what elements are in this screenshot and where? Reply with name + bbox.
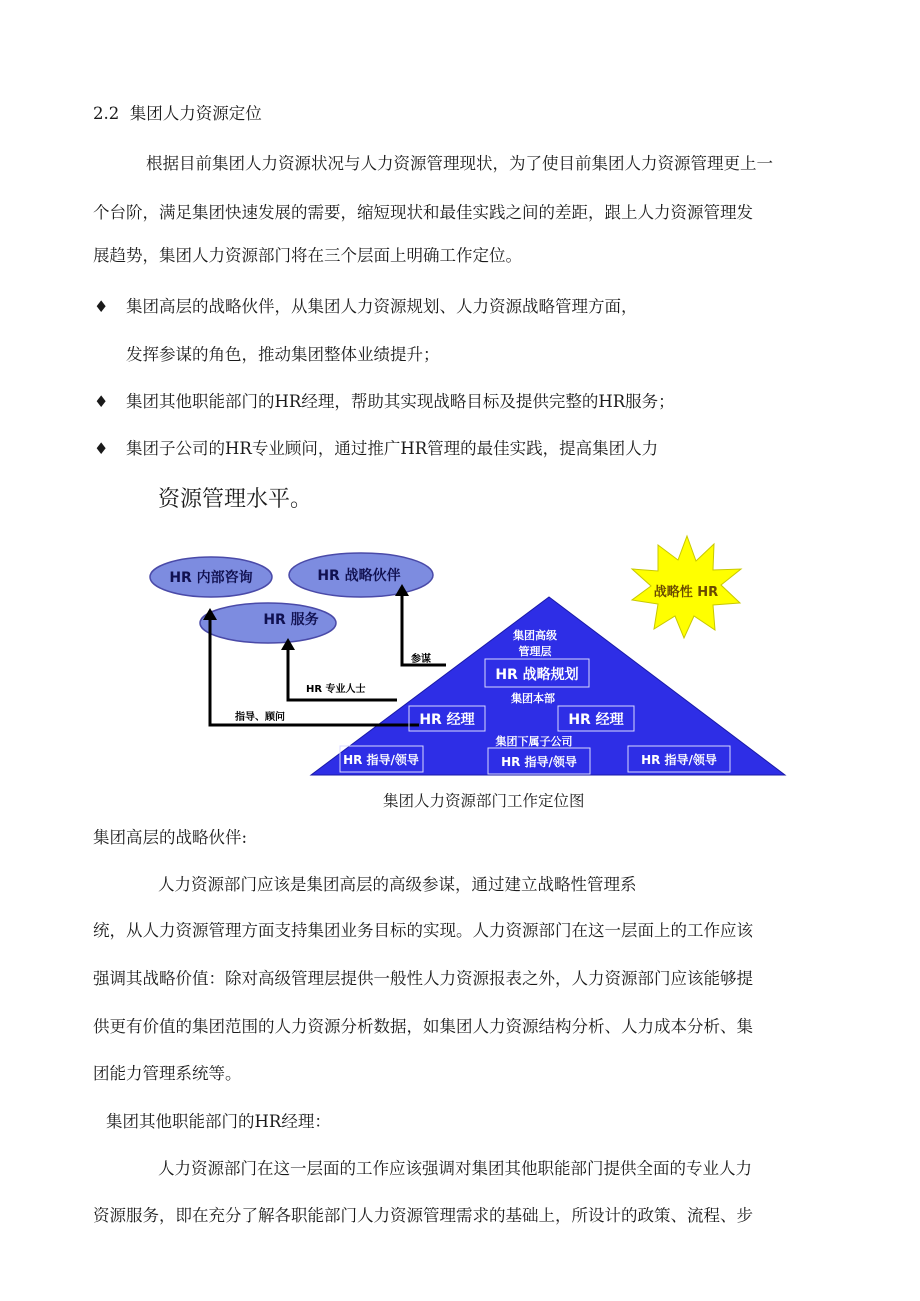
strategy-box-label: HR 战略规划 [495,667,579,683]
intro-line-2: 个台阶，满足集团快速发展的需要，缩短现状和最佳实践之间的差距，跟上人力资源管理发 [93,203,753,222]
section-heading [93,104,262,124]
bullet-2-line-1: 集团其他职能部门的HR经理，帮助其实现战略目标及提供完整的HR服务； [126,392,675,411]
hr-positioning-diagram [148,530,788,785]
manager-paragraph-line-1: 人力资源部门在这一层面的工作应该强调对集团其他职能部门提供全面的专业人力 [158,1159,752,1178]
diagram-caption: 集团人力资源部门工作定位图 [383,792,585,810]
ellipse-service-label: HR 服务 [263,612,319,628]
manager-paragraph-line-2: 资源服务，即在充分了解各职能部门人力资源管理需求的基础上，所设计的政策、流程、步 [93,1206,753,1225]
bullet-diamond-icon: ♦ [94,439,109,458]
intro-line-1: 根据目前集团人力资源状况与人力资源管理现状，为了使目前集团人力资源管理更上一 [146,154,773,173]
bullet-3-line-2: 资源管理水平。 [158,487,313,512]
arrow-guide-label: 指导、顾问 [235,712,285,723]
ellipse-partner-label: HR 战略伙伴 [317,568,401,584]
partner-paragraph-line-2: 统，从人力资源管理方面支持集团业务目标的实现。人力资源部门在这一层面上的工作应该 [93,921,753,940]
partner-paragraph-line-3: 强调其战略价值：除对高级管理层提供一般性人力资源报表之外，人力资源部门应该能够提 [93,969,753,988]
pyramid-top-label-1: 集团高级 [513,629,557,642]
arrow-advisor [395,584,446,665]
pyramid-sub-label: 集团下属子公司 [495,735,573,748]
star-label: 战略性 HR [653,585,719,600]
bullet-1-line-2: 发挥参谋的角色，推动集团整体业绩提升； [126,345,440,364]
arrow-advisor-label: 参谋 [411,654,431,665]
partner-paragraph-line-4: 供更有价值的集团范围的人力资源分析数据，如集团人力资源结构分析、人力成本分析、集 [93,1017,753,1036]
arrow-specialist-label: HR 专业人士 [306,684,366,695]
section-title: 集团人力资源定位 [129,104,262,123]
partner-paragraph-line-5: 团能力管理系统等。 [93,1064,242,1083]
pyramid-top-label-2: 管理层 [518,645,552,658]
bullet-diamond-icon: ♦ [94,392,109,411]
bullet-diamond-icon: ♦ [94,297,109,316]
guide-box-mid-label: HR 指导/领导 [501,755,577,769]
intro-line-3: 展趋势，集团人力资源部门将在三个层面上明确工作定位。 [93,246,522,265]
partner-heading: 集团高层的战略伙伴: [93,828,248,847]
manager-heading: 集团其他职能部门的HR经理： [106,1112,331,1131]
manager-box-right-label: HR 经理 [568,712,624,728]
bullet-3-line-1: 集团子公司的HR专业顾问，通过推广HR管理的最佳实践，提高集团人力 [126,439,659,458]
bullet-1-line-1: 集团高层的战略伙伴，从集团人力资源规划、人力资源战略管理方面， [126,297,638,316]
manager-box-left-label: HR 经理 [419,712,475,728]
section-number: 2.2 [93,104,120,123]
ellipse-consult-label: HR 内部咨询 [169,570,253,586]
guide-box-right-label: HR 指导/领导 [641,753,717,767]
pyramid-hq-label: 集团本部 [511,692,555,705]
partner-paragraph-line-1: 人力资源部门应该是集团高层的高级参谋，通过建立战略性管理系 [158,875,637,894]
guide-box-left-label: HR 指导/领导 [343,753,419,767]
